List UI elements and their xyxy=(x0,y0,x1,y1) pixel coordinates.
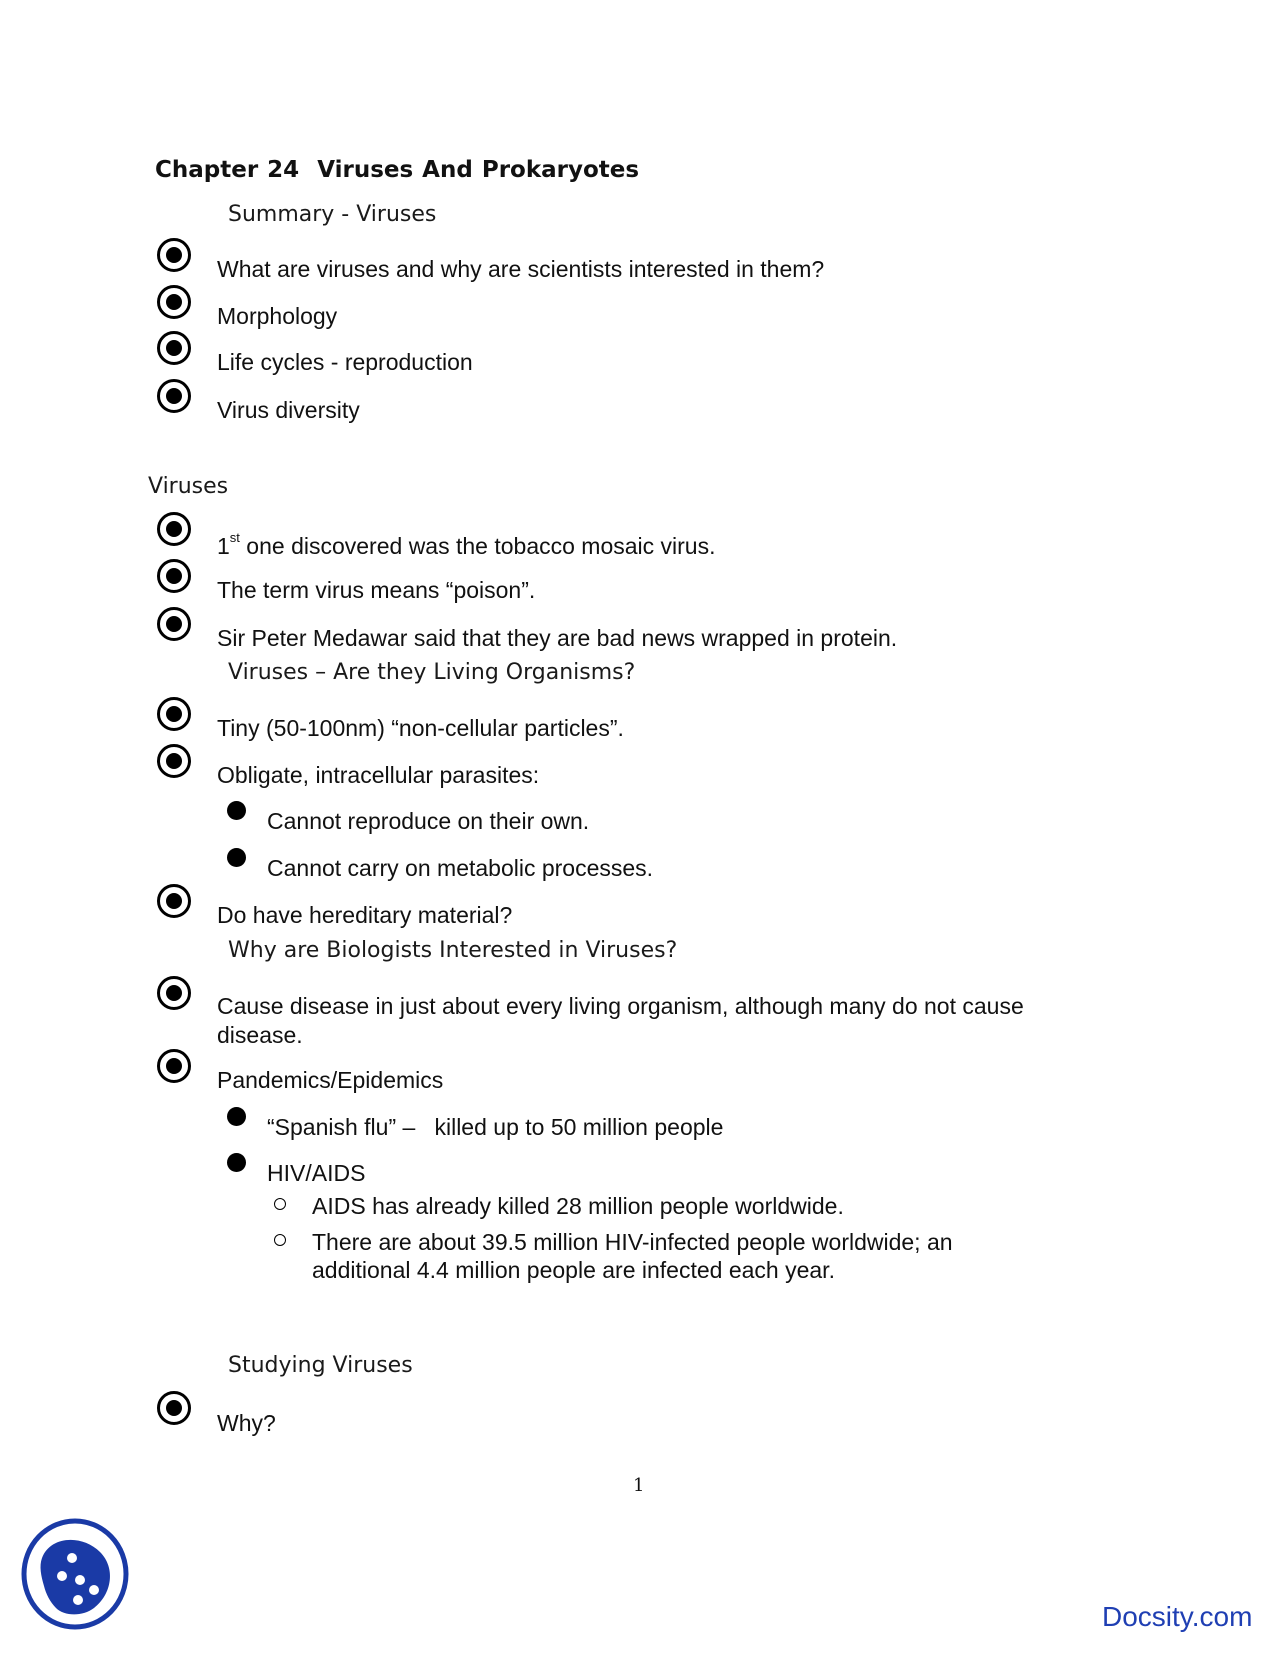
target-bullet-icon xyxy=(157,607,191,641)
dot-bullet-icon xyxy=(227,801,246,820)
hiv-item: AIDS has already killed 28 million people worldwide. xyxy=(312,1193,844,1219)
viruses-item: Sir Peter Medawar said that they are bad news wrapped in protein. xyxy=(217,625,898,651)
pandemic-sub-item: HIV/AIDS xyxy=(267,1160,366,1186)
circle-bullet-icon xyxy=(274,1234,286,1246)
studying-heading: Studying Viruses xyxy=(228,1353,413,1378)
target-bullet-icon xyxy=(157,744,191,778)
target-bullet-icon xyxy=(157,1049,191,1083)
summary-item: Virus diversity xyxy=(217,397,360,423)
interest-item: Pandemics/Epidemics xyxy=(217,1067,444,1093)
living-sub-item: Cannot reproduce on their own. xyxy=(267,808,590,834)
target-bullet-icon xyxy=(157,238,191,272)
target-bullet-icon xyxy=(157,697,191,731)
summary-item: Morphology xyxy=(217,303,338,329)
viruses-heading: Viruses xyxy=(148,474,229,499)
pandemic-sub-item: “Spanish flu” – killed up to 50 million people xyxy=(267,1114,724,1140)
hiv-item-line: additional 4.4 million people are infected each year. xyxy=(312,1257,835,1283)
target-bullet-icon xyxy=(157,559,191,593)
dot-bullet-icon xyxy=(227,1107,246,1126)
living-item: Tiny (50-100nm) “non-cellular particles”. xyxy=(217,715,624,741)
living-item: Do have hereditary material? xyxy=(217,902,513,928)
living-sub-item: Cannot carry on metabolic processes. xyxy=(267,855,654,881)
target-bullet-icon xyxy=(157,285,191,319)
target-bullet-icon xyxy=(157,884,191,918)
living-heading: Viruses – Are they Living Organisms? xyxy=(228,660,636,685)
target-bullet-icon xyxy=(157,331,191,365)
interest-item-line: Cause disease in just about every living organism, although many do not cause xyxy=(217,993,1024,1019)
summary-item: Life cycles - reproduction xyxy=(217,349,473,375)
viruses-item: 1st one discovered was the tobacco mosaic virus. xyxy=(217,530,716,559)
chapter-title: Chapter 24 Viruses And Prokaryotes xyxy=(155,157,640,183)
summary-heading: Summary - Viruses xyxy=(228,202,437,227)
interest-heading: Why are Biologists Interested in Viruses? xyxy=(228,938,678,963)
summary-item: What are viruses and why are scientists interested in them? xyxy=(217,256,825,282)
target-bullet-icon xyxy=(157,379,191,413)
dot-bullet-icon xyxy=(227,848,246,867)
docsity-logo-icon xyxy=(20,1518,130,1630)
target-bullet-icon xyxy=(157,1391,191,1425)
target-bullet-icon xyxy=(157,976,191,1010)
hiv-item-line: There are about 39.5 million HIV-infected people worldwide; an xyxy=(312,1229,953,1255)
circle-bullet-icon xyxy=(274,1198,286,1210)
studying-item: Why? xyxy=(217,1410,276,1436)
docsity-brand-link[interactable]: Docsity.com xyxy=(1102,1601,1253,1632)
interest-item-line: disease. xyxy=(217,1022,303,1048)
dot-bullet-icon xyxy=(227,1153,246,1172)
target-bullet-icon xyxy=(157,512,191,546)
page-number: 1 xyxy=(633,1475,645,1496)
viruses-item: The term virus means “poison”. xyxy=(217,577,536,603)
living-item: Obligate, intracellular parasites: xyxy=(217,762,540,788)
